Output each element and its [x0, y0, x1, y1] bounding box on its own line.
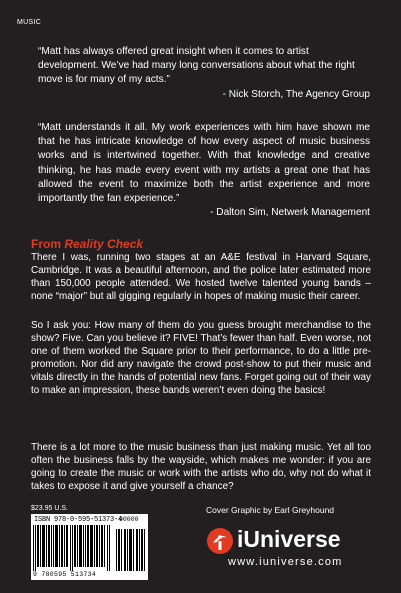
excerpt-paragraph-1: There I was, running two stages at an A&E festival in Harvard Square, Cambridge. It was a beautiful afternoon, and the police later estimated more than 150,000 people attended. We hosted twelve talented young bands – none “major” but all gigging regularly in hopes of making music their career.: [31, 252, 371, 302]
excerpt-heading: [31, 237, 143, 251]
excerpt-paragraph-2: So I ask you: How many of them do you guess brought merchandise to the show? Five. Can you believe it? FIVE! That’s fewer than half. Even worse, not one of them worked the Square prior to their performance, to do a little pre-promotion. Nor did any navigate the crowd post-show to put their music and vitals directly in the hands of potential new fans. Forget going out of their way to make an impression, these bands weren’t even doing the basics!: [31, 320, 371, 396]
barcode-main-icon: [33, 525, 111, 571]
quote-2-text: “Matt understands it all. My work experiences with him have shown me that he has intricate knowledge of how every aspect of music business works and is intertwined together. With that knowledge and creative thinking, he has made every event with my artists a great one that has allowed the event to maximize both the artist experience and more importantly the fan experience.”: [38, 122, 370, 205]
excerpt-heading-title: Reality Check: [64, 237, 144, 251]
publisher-name: iUniverse: [237, 526, 341, 552]
publisher-url[interactable]: www.iuniverse.com: [228, 556, 343, 568]
isbn-barcode: [31, 514, 148, 580]
quote-1: [38, 45, 370, 102]
quote-2-attribution: - Dalton Sim, Netwerk Management: [210, 207, 370, 219]
price-code: 90000: [119, 516, 139, 523]
iuniverse-swirl-icon: [205, 526, 235, 556]
price-label: $23.95 U.S.: [31, 505, 68, 512]
quote-1-attribution: - Nick Storch, The Agency Group: [222, 88, 370, 100]
quote-1-text: “Matt has always offered great insight when it comes to artist development. We’ve had many long conversations about what the right move is for many of my acts.”: [38, 46, 355, 86]
quote-2: [38, 121, 370, 220]
cover-credit: Cover Graphic by Earl Greyhound: [206, 505, 335, 515]
excerpt-paragraph-3: There is a lot more to the music business than just making music. Yet all too often the business falls by the wayside, which makes me wonder: if you are going to create the music or work with the artists who do, why not do what it takes to expose it and give yourself a chance?: [31, 442, 371, 492]
barcode-addon-icon: [116, 525, 146, 571]
publisher-logo: [205, 524, 345, 558]
isbn-digits: 9 780595 513734: [33, 571, 97, 578]
excerpt-heading-prefix: From: [31, 237, 61, 251]
category-label: MUSIC: [17, 19, 42, 26]
isbn-text: ISBN 978-0-595-51373-4: [34, 516, 123, 524]
